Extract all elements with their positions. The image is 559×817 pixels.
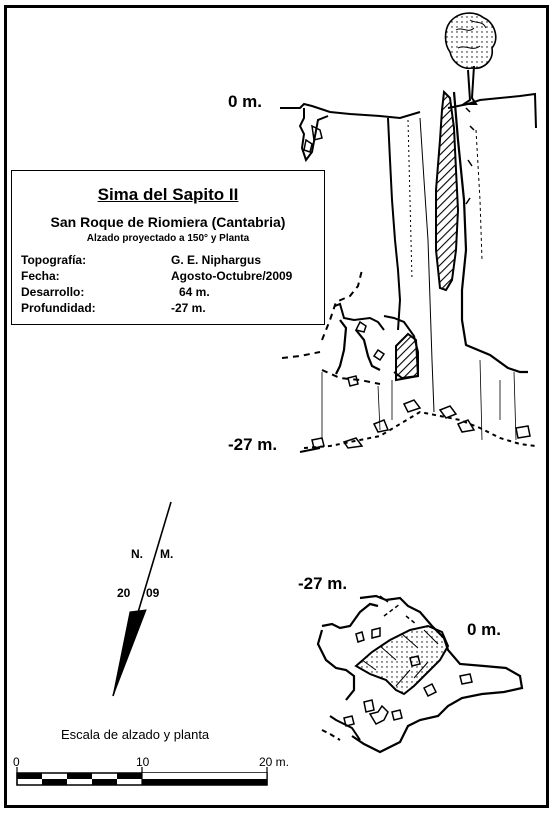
plan-entry-label: 0 m. [467,620,502,639]
field-key: Fecha: [21,269,60,283]
north-label-m: M. [160,547,174,561]
north-label-year-b: 09 [146,586,160,600]
field-value: Agosto-Octubre/2009 [171,269,293,283]
north-label-year-a: 20 [117,586,131,600]
field-value: -27 m. [171,301,206,315]
tree-icon [446,13,496,104]
field-value: 64 m. [179,285,210,299]
field-key: Topografía: [21,253,87,267]
scale-caption: Escala de alzado y planta [61,727,210,742]
scale-tick-0: 0 [13,755,20,769]
north-label-n: N. [131,547,143,561]
projection-note: Alzado proyectado a 150° y Planta [86,233,250,244]
field-key: Profundidad: [21,301,96,315]
elevation-top-label: 0 m. [228,92,263,111]
survey-location: San Roque de Riomiera (Cantabria) [50,214,286,230]
scale-bar [17,767,267,785]
elevation-bottom-label: -27 m. [228,435,278,454]
plan-deep-label: -27 m. [298,574,348,593]
title-block [11,170,325,325]
survey-title: Sima del Sapito II [97,185,239,204]
field-value: G. E. Niphargus [171,253,262,267]
scale-tick-20: 20 m. [259,755,290,769]
field-key: Desarrollo: [21,285,85,299]
scale-tick-10: 10 [136,755,150,769]
